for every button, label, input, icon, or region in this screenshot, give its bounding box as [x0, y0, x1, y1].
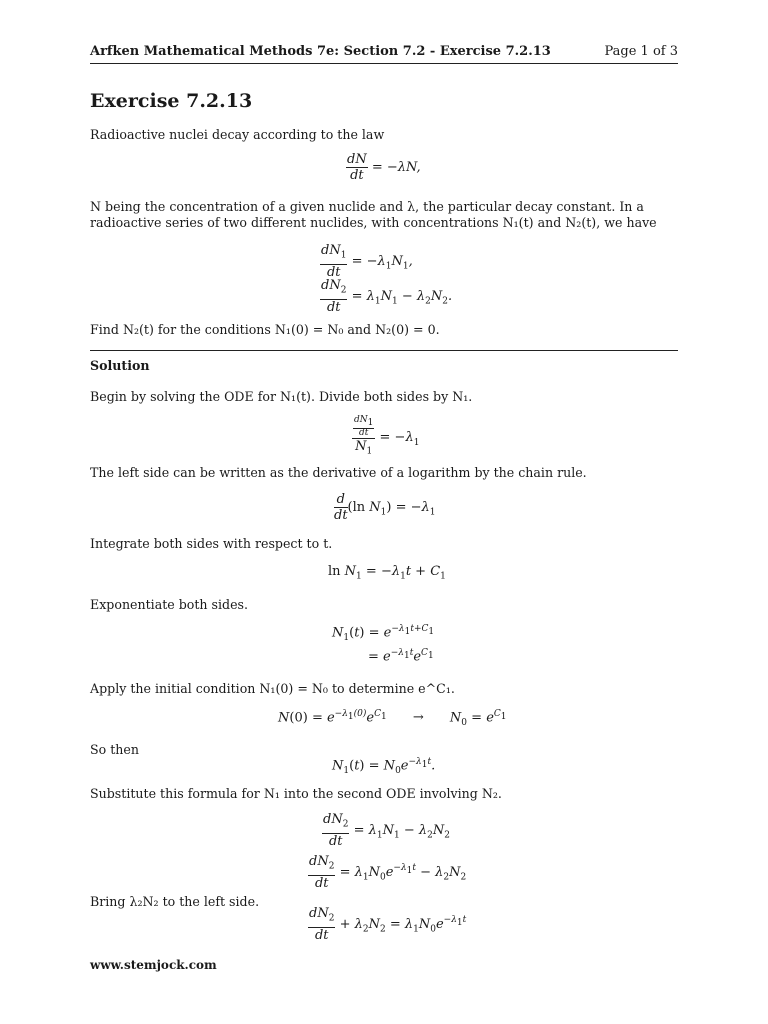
- equation-log-derivative: $\frac{d}{dt}$ (ln $N_1) = -\lambda_1$: [334, 492, 436, 523]
- equation-decay-law: $\frac{dN}{dt}$ = −λN,: [347, 152, 421, 183]
- solution-heading: Solution: [90, 358, 150, 373]
- solution-step-7: Substitute this formula for N₁ into the second ODE involving N₂.: [90, 786, 502, 801]
- equation-integrated: $\ln N_1 = -\lambda_1t + C_1$: [328, 564, 446, 582]
- page-number: Page 1 of 3: [604, 44, 678, 59]
- solution-step-5: Apply the initial condition N₁(0) = N₀ to determine e^C₁.: [90, 681, 455, 696]
- solution-step-3: Integrate both sides with respect to t.: [90, 536, 333, 551]
- equation-exponentiate-1: $N_1(t) = e^{-\lambda_1t+C_1}$: [332, 624, 435, 643]
- exercise-title: Exercise 7.2.13: [90, 90, 253, 112]
- equation-N2-ode: $\frac{dN_2}{dt}$ = $\lambda_1N_1 - \lambda_2N_2$: [323, 812, 450, 849]
- solution-step-8: Bring λ₂N₂ to the left side.: [90, 894, 260, 909]
- header-rule: [90, 63, 678, 64]
- solution-step-6: So then: [90, 742, 139, 757]
- equation-N2-rearranged: $\frac{dN_2}{dt}$ + $\lambda_2N_2 = \lambda_1N_0e^{-\lambda_1t}$: [309, 906, 467, 943]
- footer-link[interactable]: www.stemjock.com: [90, 958, 217, 972]
- equation-N2-substituted: $\frac{dN_2}{dt}$ = $\lambda_1N_0e^{-\lambda_1t} - \lambda_2N_2$: [309, 854, 467, 891]
- solution-step-2: The left side can be written as the derivative of a logarithm by the chain rule.: [90, 465, 587, 480]
- equation-initial-condition: $N(0) = e^{-\lambda_1(0)}e^{C_1} \to N_0 = e^{C_1}$: [278, 709, 507, 728]
- equation-exponentiate-2: = $e^{-\lambda_1t}e^{C_1}$: [368, 648, 434, 665]
- equation-ode-2: $\frac{dN_2}{dt}$ = $\lambda_1N_1 - \lambda_2N_2$.: [321, 278, 453, 315]
- paragraph-line-1: N being the concentration of a given nuclide and λ, the particular decay constant. In a: [90, 199, 644, 214]
- solution-step-1: Begin by solving the ODE for N₁(t). Divide both sides by N₁.: [90, 389, 473, 404]
- paragraph-line-2: radioactive series of two different nuclides, with concentrations N₁(t) and N₂(t), we have: [90, 215, 657, 230]
- equation-divide: $\frac{\frac{dN_1}{dt}}{N_1}$ = $-\lambda_1$: [354, 415, 420, 457]
- header-title: Arfken Mathematical Methods 7e: Section 7.2 - Exercise 7.2.13: [90, 44, 551, 59]
- solution-step-4: Exponentiate both sides.: [90, 597, 249, 612]
- find-text: Find N₂(t) for the conditions N₁(0) = N₀ and N₂(0) = 0.: [90, 322, 440, 337]
- solution-rule: [90, 350, 678, 351]
- equation-N1-solution: $N_1(t) = N_0e^{-\lambda_1t}$.: [332, 757, 436, 776]
- intro-text: Radioactive nuclei decay according to the law: [90, 127, 385, 142]
- equation-ode-1: $\frac{dN_1}{dt}$ = $-\lambda_1N_1$,: [321, 243, 413, 280]
